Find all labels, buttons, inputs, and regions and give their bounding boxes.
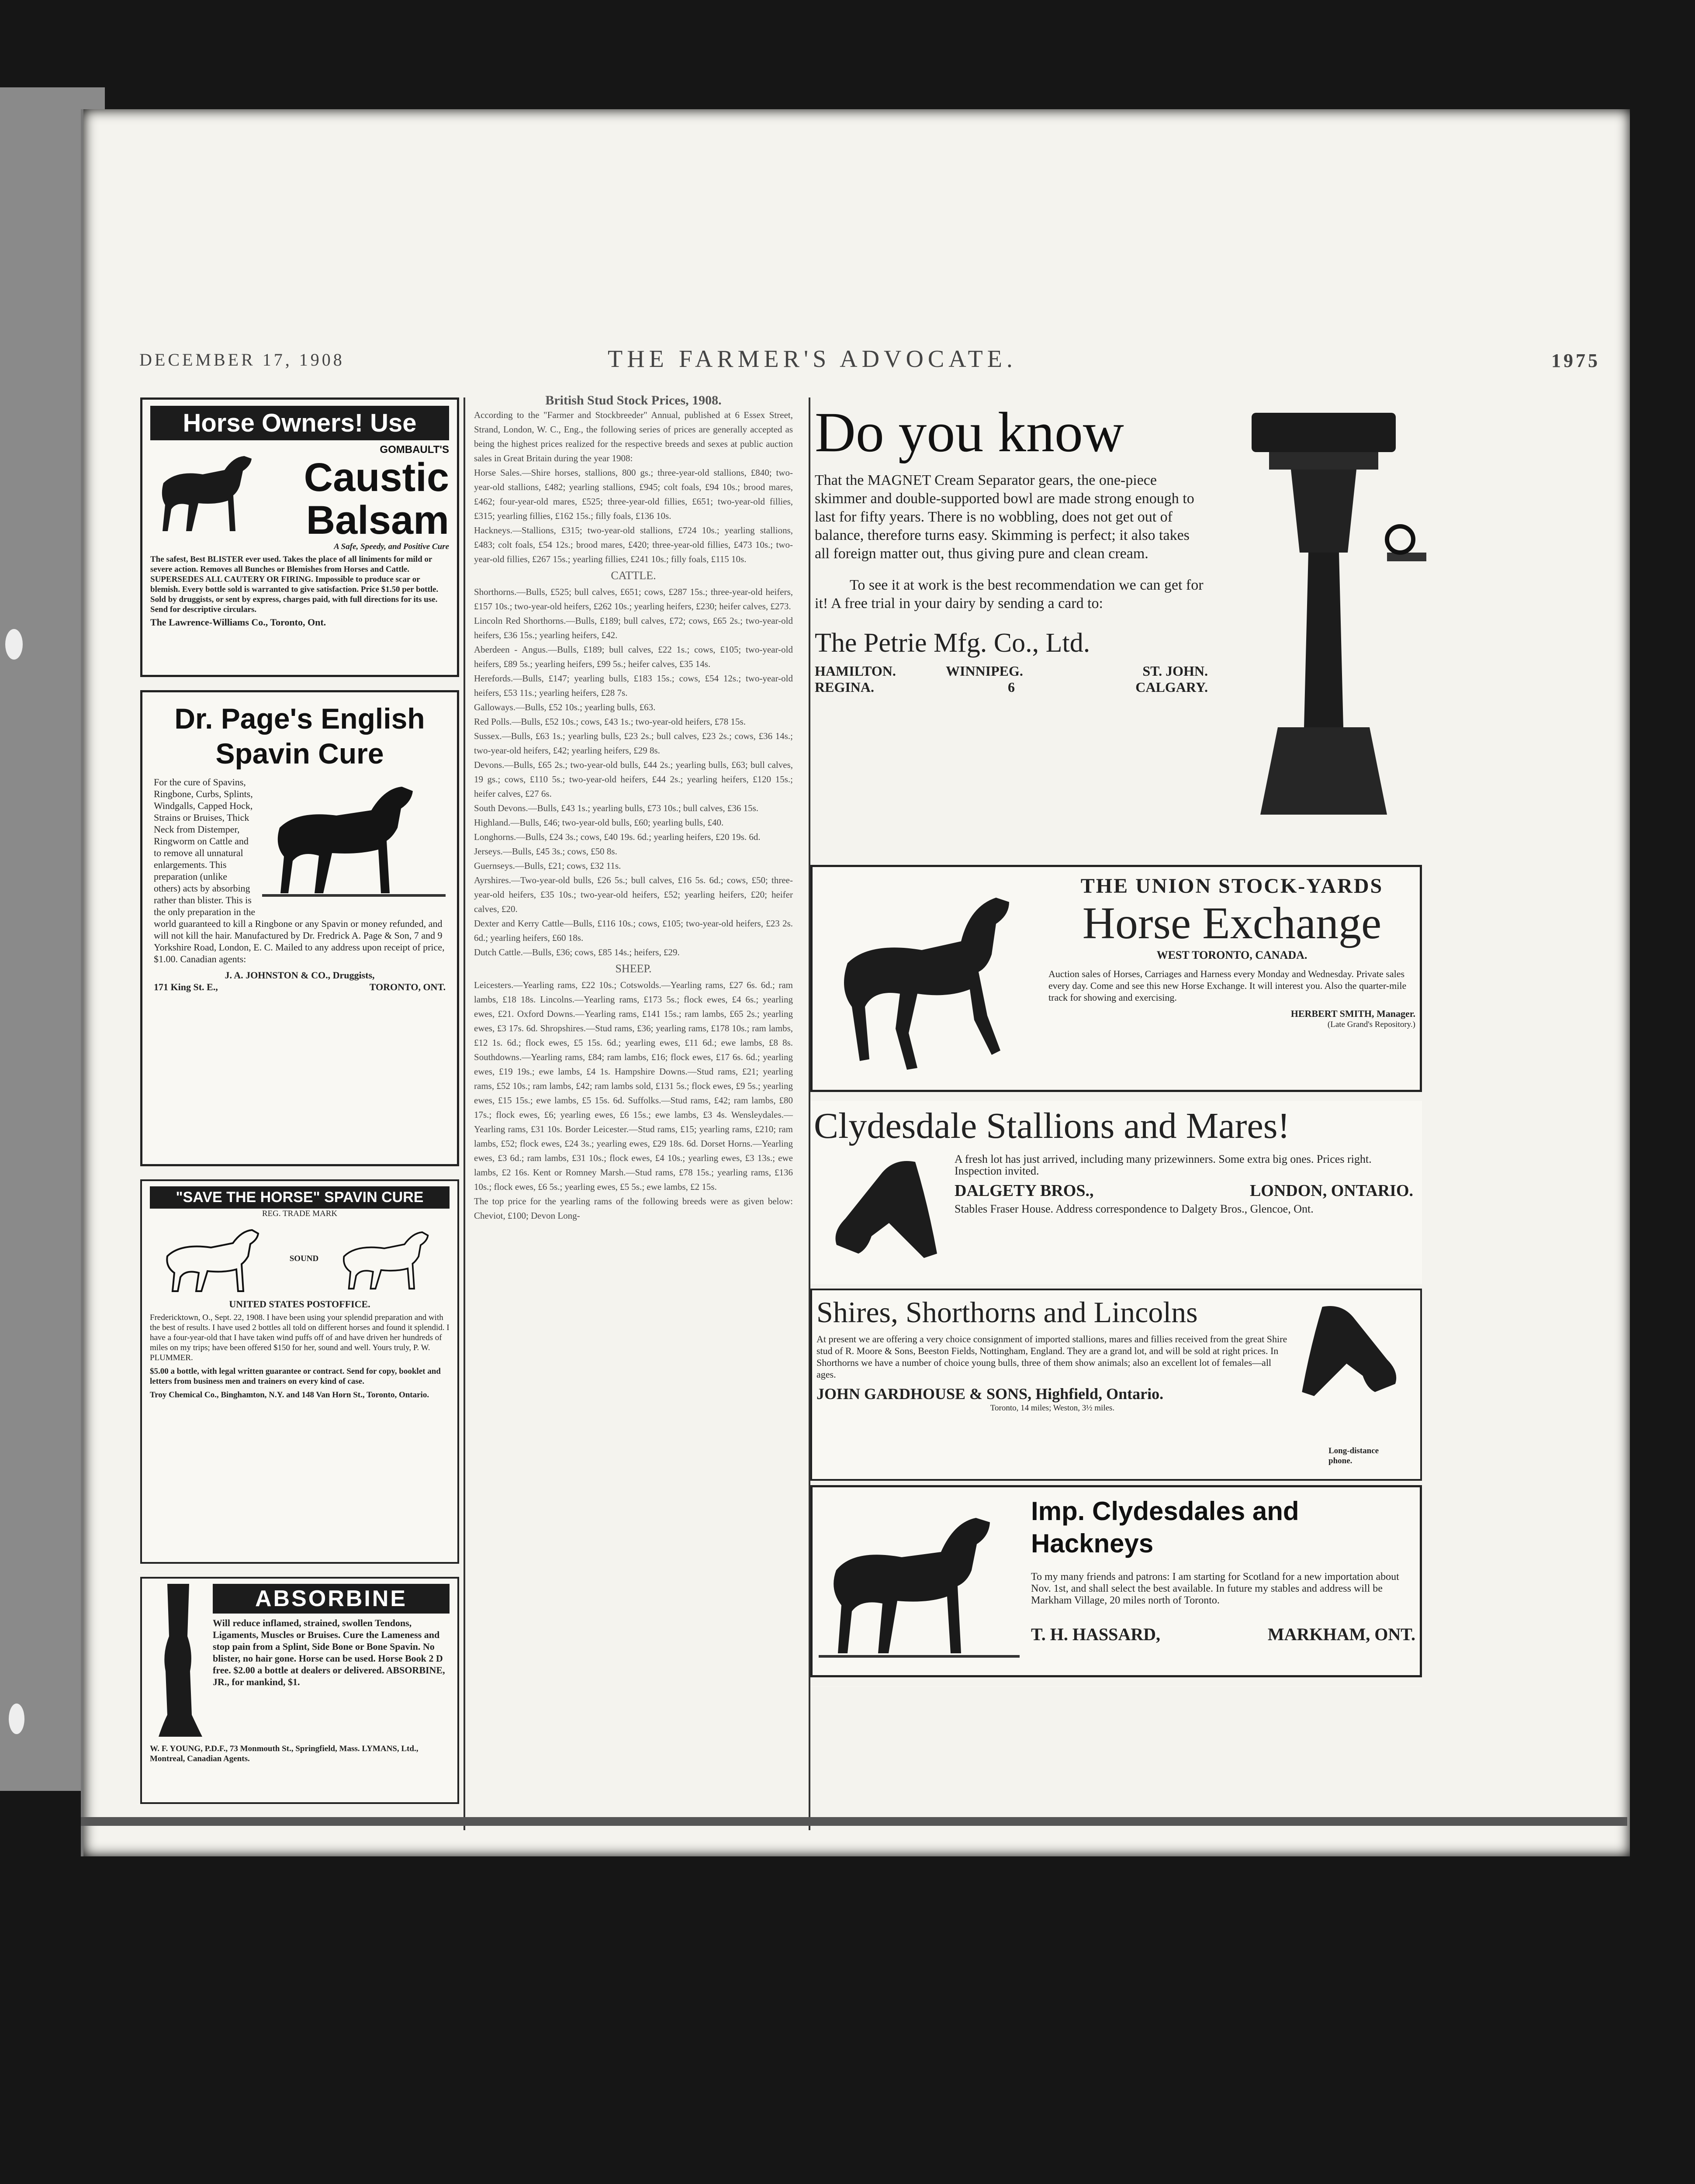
absorbine-title: ABSORBINE [213, 1584, 450, 1614]
union-manager-note: (Late Grand's Repository.) [1327, 1020, 1415, 1029]
dr-pages-spavin-ad [140, 690, 459, 1166]
hassard-title: Imp. Clydesdales and Hackneys [1031, 1496, 1299, 1558]
save-the-horse-ad [140, 1179, 459, 1564]
save-horse-title: "SAVE THE HORSE" SPAVIN CURE [150, 1186, 450, 1209]
article-jerseys: Jerseys.—Bulls, £45 3s.; cows, £50 8s. [474, 846, 617, 857]
article-horses: Horse Sales.—Shire horses, stallions, 800 gs.; three-year-old stallions, £840; two-year-old stallions, £482; yearling stallions, £945; colt foals, £94 10s.; brood mares, £462; four-year-old mares, £525; three-year-old fillies, £651; two-year-old fillies, £315; yearling fillies, £162 15s.; filly foals, £136 10s. [474, 467, 793, 521]
article-ayrshires: Ayrshires.—Two-year-old bulls, £26 5s.; bull calves, £16 5s. 6d.; cows, £50; three-year-old heifers, £35 10s.; two-year-old heifers, £52; yearling heifers, £20; heifer calves, £20. [474, 875, 793, 914]
article-hackneys: Hackneys.—Stallions, £315; two-year-old stallions, £724 10s.; yearling stallions, £483; colt foals, £54 12s.; brood mares, £420; three-year-old fillies, £473 10s.; two-year-old fillies, £267 15s.; yearling fillies, £241 10s.; filly foals, £115 10s. [474, 525, 793, 564]
gardhouse-body: At present we are offering a very choice consignment of imported stallions, mares and fillies received from the great Shire stud of R. Moore & Sons, Beeston Fields, Nottingham, England. They are a grand lot, and will be sold at right prices. In Shorthorns we have a number of choice young bulls, three of them show animals; also an excellent lot of females—all ages. [816, 1334, 1287, 1380]
save-horse-body: Fredericktown, O., Sept. 22, 1908. I have been using your splendid preparation and with the best of results. I have used 2 bottles all told on different horses and found it splendid. I have a four-year-old that I have taken wind puffs off of and have driven her hundreds of miles on my trips; have been offered $150 for her, sound and well. Yours truly, P. W. PLUMMER. [150, 1313, 450, 1362]
article-lincoln: Lincoln Red Shorthorns.—Bulls, £189; bull calves, £72; cows, £65 2s.; two-year-old heifers, £36 15s.; yearling heifers, £42. [474, 615, 793, 640]
pages-title-1: Dr. Page's English [174, 702, 425, 735]
hassard-place: MARKHAM, ONT. [1267, 1624, 1415, 1644]
dalgety-body: A fresh lot has just arrived, including many prizewinners. Some extra big ones. Prices right. Inspection invited. [955, 1153, 1372, 1177]
dalgety-stables: Stables Fraser House. Address correspondence to Dalgety Bros., Glencoe, Ont. [955, 1203, 1314, 1215]
petrie-separator-ad [810, 395, 1431, 858]
gardhouse-sub: Toronto, 14 miles; Weston, 3½ miles. [990, 1403, 1115, 1413]
unused-5 [138, 1572, 457, 1573]
pages-address-left: 171 King St. E., [154, 981, 218, 992]
city-regina: REGINA. [815, 679, 875, 695]
article-highland: Highland.—Bulls, £46; two-year-old bulls, £60; yearling bulls, £40. [474, 817, 724, 828]
petrie-title: Do you know [815, 401, 1124, 464]
horse-head-icon [819, 1153, 941, 1267]
hassard-ad [810, 1485, 1422, 1677]
shire-head-icon [1298, 1295, 1411, 1408]
city-st-john: ST. JOHN. [1142, 663, 1208, 679]
hackney-horse-icon [821, 876, 1031, 1081]
paper-title: THE FARMER'S ADVOCATE. [608, 346, 1017, 373]
article-longhorns: Longhorns.—Bulls, £24 3s.; cows, £40 19s. 6d.; yearling heifers, £20 19s. 6d. [474, 832, 761, 842]
pages-body: For the cure of Spavins, Ringbone, Curbs, Splints, Windgalls, Capped Hock, Strains or Bruises, Thick Neck from Distemper, Ringworm on Cattle and to remove all unnatural enlargements. This preparation (unlike others) acts by absorbing rather than blister. This is the only preparation in the world guaranteed to kill a Ringbone or any Spavin or money refunded, and will not kill the hair. Manufactured by Dr. Fredrick A. Page & Son, 7 and 9 Yorkshire Road, London, E. C. Mailed to any address upon receipt of price, $1.00. Canadian agents: [154, 777, 445, 964]
article-herefords: Herefords.—Bulls, £147; yearling bulls, £183 15s.; cows, £54 12s.; two-year-old heifers, £53 11s.; yearling heifers, £28 7s. [474, 673, 793, 698]
caustic-footer: The Lawrence-Williams Co., Toronto, Ont. [150, 617, 326, 628]
caustic-big-2: Balsam [306, 498, 449, 543]
caustic-brand: GOMBAULT'S [380, 444, 449, 456]
dalgety-place: LONDON, ONTARIO. [1249, 1182, 1413, 1200]
petrie-body: That the MAGNET Cream Separator gears, the one-piece skimmer and double-supported bowl are made strong enough to last for fifty years. There is no wobbling, does not get out of balance, therefore turns easy. Skimming is perfect; it also takes all foreign matter out, thus giving pure and clean cream. [815, 472, 1194, 562]
petrie-body-2: To see it at work is the best recommendation we can get for it! A free trial in your dairy by sending a card to: [815, 577, 1204, 612]
caustic-big-1: Caustic [304, 455, 449, 500]
page-date: DECEMBER 17, 1908 [139, 350, 345, 370]
article-dutch: Dutch Cattle.—Bulls, £36; cows, £85 14s.; heifers, £29. [474, 947, 680, 957]
page-bottom-edge [81, 1817, 1627, 1826]
pages-agent: J. A. JOHNSTON & CO., Druggists, [225, 970, 375, 981]
caustic-balsam-ad [140, 397, 459, 677]
city-winnipeg: WINNIPEG. [946, 663, 1023, 679]
petrie-firm: The Petrie Mfg. Co., Ltd. [815, 628, 1090, 658]
save-horse-price: $5.00 a bottle, with legal written guarantee or contract. Send for copy, booklet and letters from business men and trainers on every kind of case. [150, 1367, 441, 1386]
article-sussex: Sussex.—Bulls, £63 1s.; yearling bulls, £23 2s.; bull calves, £23 2s.; cows, £36 14s.; two-year-old heifers, £42; yearling heifers, £29 8s. [474, 731, 793, 756]
hassard-name: T. H. HASSARD, [1031, 1624, 1160, 1644]
city-six: 6 [1008, 679, 1015, 695]
caustic-tag: A Safe, Speedy, and Positive Cure [334, 542, 449, 551]
gardhouse-name: JOHN GARDHOUSE & SONS, Highfield, Ontario. [816, 1385, 1164, 1403]
union-manager: HERBERT SMITH, Manager. [1290, 1008, 1415, 1019]
sheep-heading: SHEEP. [615, 962, 652, 975]
dalgety-ad [810, 1101, 1422, 1284]
horse-leg-icon [150, 1584, 207, 1741]
caustic-body: The safest, Best BLISTER ever used. Takes the place of all liniments for mild or severe action. Removes all Bunches or Blemishes from Horses and Cattle. SUPERSEDES ALL CAUTERY OR FIRING. Impossible to produce scar or blemish. Every bottle sold is warranted to give satisfaction. Price $1.50 per bottle. Sold by druggists, or sent by express, charges paid, with full directions for its use. Send for descriptive circulars. [150, 555, 439, 614]
page-number: 1975 [1551, 350, 1600, 371]
article-sheep: Leicesters.—Yearling rams, £22 10s.; Cotswolds.—Yearling rams, £27 6s. 6d.; ram lambs, £18 18s. Lincolns.—Yearling rams, £173 5s.; flock ewes, £4 6s.; yearling ewes, £21. Oxford Downs.—Yearling rams, £141 15s.; ram lambs, £65 2s.; yearling ewes, £3 17s. 6d. Shropshires.—Stud rams, £36; yearling rams, £178 10s.; ram lambs, £12 1s. 6d.; flock ewes, £5 15s. 6d.; yearling ewes, £11 6d.; ewe lambs, £8 8s. Southdowns.—Yearling rams, £84; ram lambs, £16; flock ewes, £17 6s. 6d.; yearling ewes, £19 19s.; ewe lambs, £4 1s. Hampshire Downs.—Stud rams, £21; yearling rams, £52 10s.; ram lambs, £42; ram lambs sold, £131 5s.; flock ewes, £9 5s.; yearling ewes, £15 15s.; ewe lambs, £5 15s. 6d. Suffolks.—Stud rams, £42; ram lambs, £80 17s.; flock ewes, £6; yearling ewes, £6 15s.; ewe lambs, £3 4s. Wensleydales.—Yearling rams, £31 10s. Border Leicester.—Stud rams, £15; yearling rams, £210; ram lambs, £52; flock ewes, £24 3s.; yearling ewes, £29 18s. 6d. Dorset Horns.—Yearling ewes, £3 6d.; ram lambs, £31 10s.; flock ewes, £4 10s.; yearling ewes, £3 13s.; ewe lambs, £2 16s. Kent or Romney Marsh.—Stud rams, £78 15s.; yearling rams, £136 10s.; flock ewes, £6 5s.; yearling ewes, £5 5s.; ewe lambs, £2 15s. [474, 980, 793, 1192]
city-hamilton: HAMILTON. [815, 663, 896, 679]
sound-horse-icon [336, 1221, 441, 1296]
article-shorthorns: Shorthorns.—Bulls, £525; bull calves, £651; cows, £287 15s.; three-year-old heifers, £157 10s.; two-year-old heifers, £262 10s.; yearling heifers, £230; heifer calves, £273. [474, 587, 793, 612]
column-rule-1 [464, 397, 465, 1830]
cattle-heading: CATTLE. [611, 569, 656, 582]
absorbine-body: Will reduce inflamed, strained, swollen Tendons, Ligaments, Muscles or Bruises. Cure the Lameness and stop pain from a Splint, Side Bone or Bone Spavin. No blister, no hair gone. Horse can be used. Horse Book 2 D free. $2.00 a bottle at dealers or delivered. ABSORBINE, JR., for mankind, $1. [213, 1617, 445, 1687]
article-title: British Stud Stock Prices, 1908. [545, 393, 722, 408]
lame-horse-icon [159, 1221, 272, 1296]
article-guernseys: Guernseys.—Bulls, £21; cows, £32 11s. [474, 860, 621, 871]
save-horse-trademark: REG. TRADE MARK [262, 1209, 338, 1218]
clydesdale-icon [819, 1496, 1020, 1666]
gardhouse-phone: Long-distance phone. [1328, 1446, 1379, 1465]
absorbine-footer: W. F. YOUNG, P.D.F., 73 Monmouth St., Springfield, Mass. LYMANS, Ltd., Montreal, Canadian Agents. [150, 1744, 419, 1763]
pages-address-right: TORONTO, ONT. [369, 981, 446, 992]
absorbine-ad [140, 1577, 459, 1804]
article-redpolls: Red Polls.—Bulls, £52 10s.; cows, £43 1s.; two-year-old heifers, £78 15s. [474, 716, 746, 727]
dalgety-name: DALGETY BROS., [955, 1182, 1094, 1200]
union-body: Auction sales of Horses, Carriages and Harness every Monday and Wednesday. Private sales every day. Come and see this new Horse Exchange. It will interest you. Also the quarter-mile track for showing and exercising. [1048, 968, 1407, 1003]
article-aberdeen: Aberdeen - Angus.—Bulls, £189; bull calves, £22 1s.; cows, £105; two-year-old heifers, £89 5s.; yearling heifers, £99 5s.; heifer calves, £35 14s. [474, 644, 793, 669]
cream-separator-icon [1243, 395, 1431, 832]
article-dexter: Dexter and Kerry Cattle—Bulls, £116 10s.; cows, £105; two-year-old heifers, £23 2s. 6d.; yearling heifers, £60 18s. [474, 918, 793, 943]
union-stockyards-ad [810, 865, 1422, 1092]
article-closing: The top price for the yearling rams of the following breeds were as given below: Cheviot, £100; Devon Long- [474, 1196, 793, 1221]
sound-label: SOUND [289, 1254, 319, 1263]
article-south-devons: South Devons.—Bulls, £43 1s.; yearling bulls, £73 10s.; bull calves, £36 15s. [474, 803, 758, 813]
union-title: THE UNION STOCK-YARDS [1080, 874, 1384, 898]
stud-prices-article [474, 393, 793, 1223]
gardhouse-title: Shires, Shorthorns and Lincolns [816, 1296, 1198, 1329]
petrie-cities [815, 663, 1208, 695]
article-galloways: Galloways.—Bulls, £52 10s.; yearling bulls, £63. [474, 702, 656, 712]
draft-horse-icon [262, 775, 446, 906]
save-horse-footer: Troy Chemical Co., Binghamton, N.Y. and 148 Van Horn St., Toronto, Ontario. [150, 1390, 429, 1400]
union-place: WEST TORONTO, CANADA. [1156, 949, 1308, 961]
pages-title-2: Spavin Cure [215, 737, 384, 770]
hassard-body: To my many friends and patrons: I am starting for Scotland for a new importation about Nov. 1st, and shall select the best available. In future my stables and address will be Markham Village, 20 miles north of Toronto. [1031, 1571, 1399, 1606]
binding-hole-2 [9, 1704, 24, 1734]
city-calgary: CALGARY. [1135, 679, 1208, 695]
gardhouse-ad [810, 1289, 1422, 1481]
horse-icon [150, 444, 264, 549]
save-horse-office: UNITED STATES POSTOFFICE. [229, 1299, 370, 1310]
article-intro: According to the "Farmer and Stockbreeder" Annual, published at 6 Essex Street, Strand, London, W. C., Eng., the following series of prices are generally accepted as being the highest prices realized for the respective breeds and sexes at public auction sales in Great Britain during the year 1908: [474, 410, 793, 463]
union-big: Horse Exchange [1082, 898, 1382, 948]
caustic-title: Horse Owners! Use [150, 406, 449, 440]
article-devons: Devons.—Bulls, £65 2s.; two-year-old bulls, £44 2s.; yearling bulls, £63; bull calves, 19 gs.; cows, £110 5s.; two-year-old heifers, £44 2s.; yearling heifers, £120 15s.; heifer calves, £27 6s. [474, 760, 793, 799]
binding-hole-1 [5, 629, 23, 660]
dalgety-title: Clydesdale Stallions and Mares! [814, 1106, 1290, 1146]
